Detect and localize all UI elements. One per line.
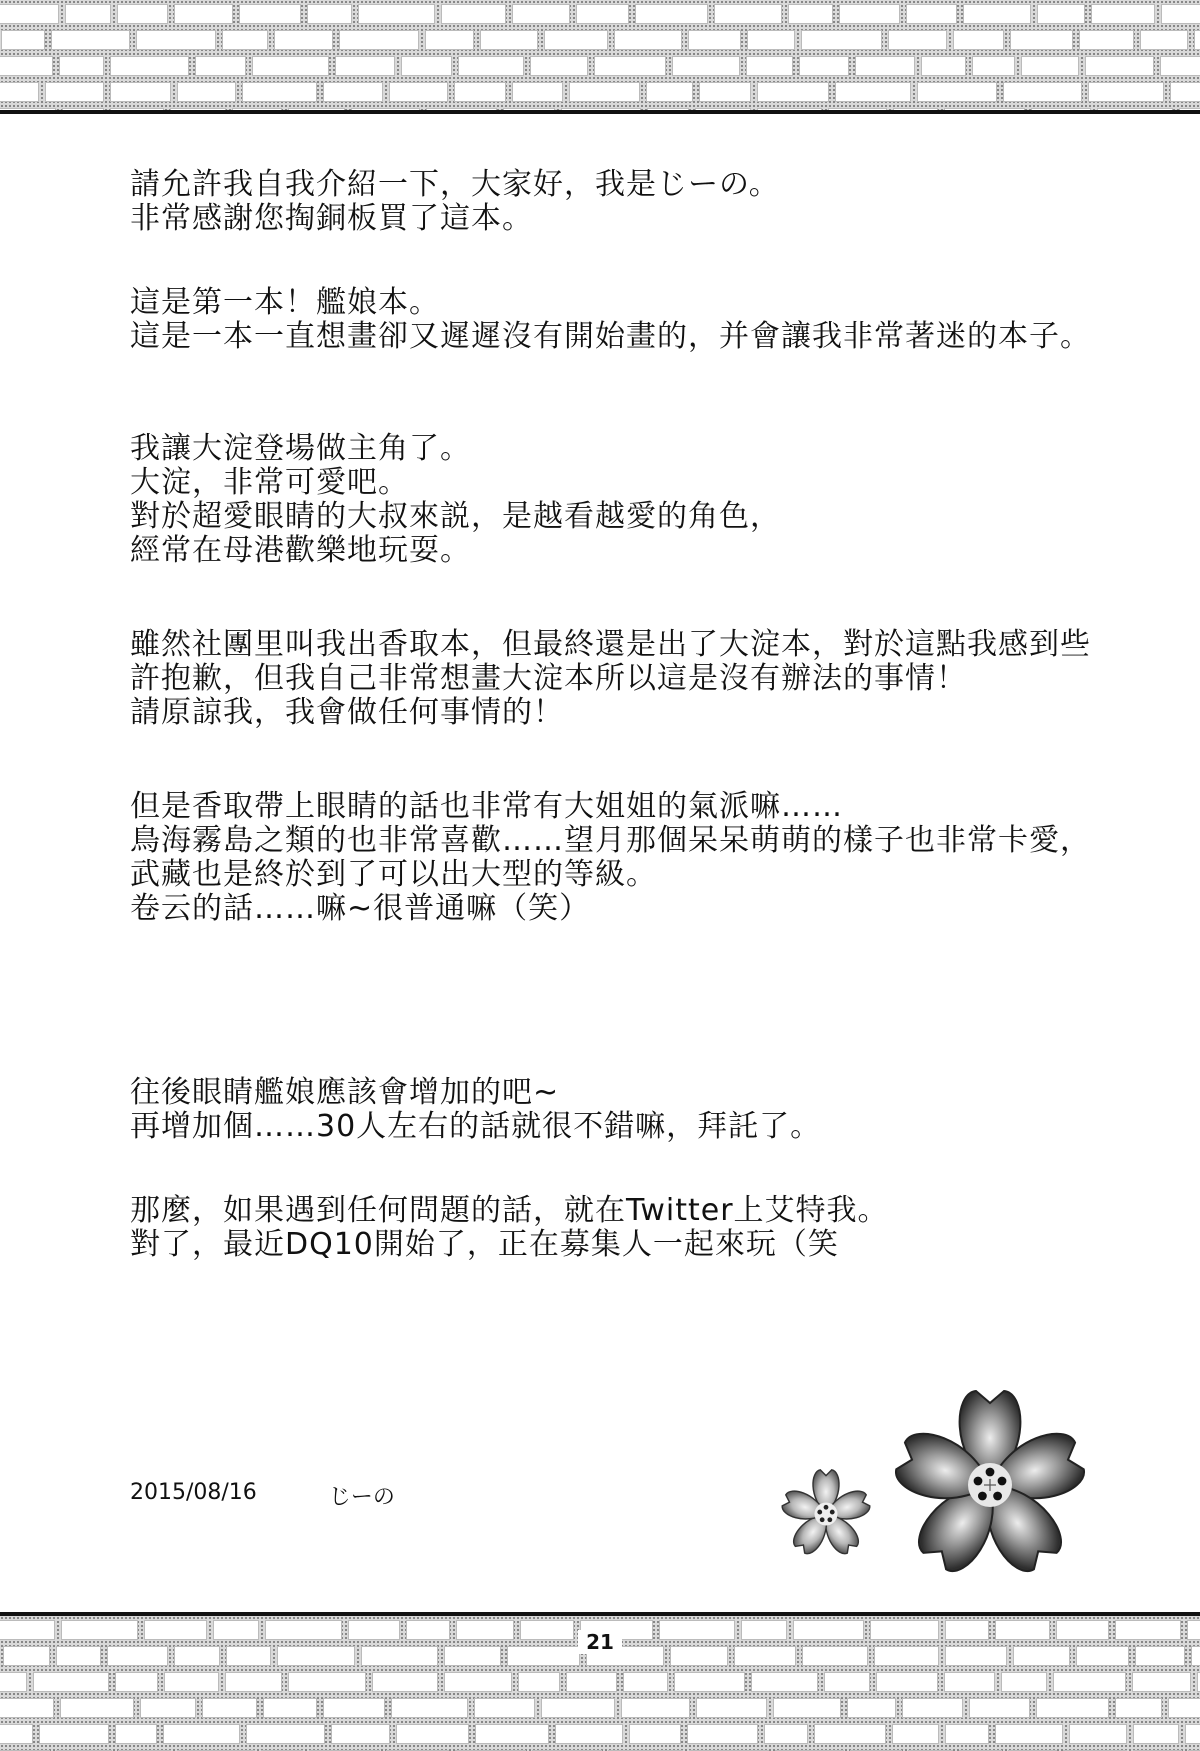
pattern-tile [623,1672,668,1692]
pattern-tile [902,1698,963,1718]
pattern-tile [746,56,793,76]
pattern-tile [339,30,419,50]
pattern-tile [163,1724,240,1744]
pattern-tile [814,1724,886,1744]
pattern-tile [747,30,795,50]
pattern-tile [1010,30,1073,50]
paragraph-future: 往後眼睛艦娘應該會增加的吧~ 再增加個……30人左右的話就很不錯嘛，拜託了。 [130,1075,822,1144]
pattern-tile [764,1724,808,1744]
pattern-tile [512,4,570,24]
cherry-blossom-large-icon [890,1385,1090,1585]
pattern-tile [892,1724,939,1744]
pattern-tile [1194,30,1200,50]
pattern-tile [117,4,168,24]
signature-author: じーの [328,1485,395,1510]
pattern-tile [59,56,104,76]
pattern-tile [0,1672,27,1692]
pattern-tile [614,30,682,50]
pattern-tile [687,1724,758,1744]
pattern-tile [1161,4,1200,24]
pattern-tile [555,1724,623,1744]
paragraph-intro: 請允許我自我介紹一下，大家好，我是じーの。 非常感謝您掏銅板買了這本。 [130,167,780,236]
pattern-tile [323,1698,385,1718]
pattern-tile [1036,1698,1109,1718]
pattern-tile [1185,1724,1200,1744]
pattern-tile [0,1698,54,1718]
paragraph-ooyodo: 我讓大淀登場做主角了。 大淀，非常可愛吧。 對於超愛眼睛的大叔來説，是越看越愛的角色， 經常在母港歡樂地玩耍。 [130,431,781,568]
pattern-tile [401,56,452,76]
pattern-tile [391,1698,468,1718]
paragraph-characters: 但是香取帶上眼睛的話也非常有大姐姐的氣派嘛…… 鳥海霧島之類的也非常喜歡……望月那個呆呆萌萌的樣子也非常卡愛， 武藏也是終於到了可以出大型的等級。 卷云的話……嘛~很普通嘛（笑） [130,789,1091,926]
pattern-tile [1003,82,1082,102]
pattern-tile [1079,30,1134,50]
pattern-tile [1140,30,1188,50]
pattern-tile [0,56,53,76]
pattern-tile [541,1698,615,1718]
pattern-tile [1160,56,1200,76]
paragraph-contact: 那麼，如果遇到任何問題的話，就在Twitter上艾特我。 對了，最近DQ10開始了，正在募集人一起來玩（笑 [130,1193,889,1262]
pattern-tile [629,1724,681,1744]
pattern-tile [518,1672,560,1692]
pattern-tile [1021,56,1079,76]
pattern-tile [335,56,395,76]
pattern-tile [115,1672,158,1692]
pattern-tile [969,1698,1030,1718]
pattern-tile [569,82,640,102]
pattern-tile [177,82,236,102]
pattern-tile [646,82,693,102]
pattern-tile [202,1698,257,1718]
pattern-tile [876,1672,938,1692]
pattern-tile [331,1724,390,1744]
pattern-tile [544,30,608,50]
pattern-tile [225,1672,282,1692]
pattern-tile [0,1724,33,1744]
pattern-tile [164,1672,219,1692]
pattern-tile [530,56,588,76]
pattern-tile [480,30,538,50]
pattern-tile [475,1724,549,1744]
pattern-tile [566,1672,617,1692]
pattern-tile [855,56,915,76]
pattern-tile [444,1672,512,1692]
pattern-tile [1115,1698,1162,1718]
pattern-tile [576,4,629,24]
pattern-tile [824,1672,870,1692]
pattern-tile [1,30,45,50]
pattern-tile [140,1698,196,1718]
pattern-tile [1069,1724,1127,1744]
pattern-tile [921,56,966,76]
pattern-tile [358,4,435,24]
pattern-tile [1091,4,1155,24]
pattern-tile [945,1724,989,1744]
pattern-tile [672,56,740,76]
page-number [0,1630,1200,1654]
pattern-tile [906,4,957,24]
paragraph-apology: 雖然社團里叫我出香取本，但最終還是出了大淀本，對於這點我感到些 許抱歉，但我自己非常想畫大淀本所以這是沒有辦法的事情！ 請原諒我，我會做任何事情的！ [130,627,1091,730]
pattern-tile [688,30,741,50]
pattern-tile [115,1724,157,1744]
pattern-tile [274,30,333,50]
pattern-tile [246,1724,325,1744]
pattern-tile [621,1698,690,1718]
pattern-tile [110,82,171,102]
pattern-tile [239,4,301,24]
pattern-tile [799,56,849,76]
pattern-tile [963,4,1031,24]
pattern-tile [174,4,233,24]
signature [130,1480,395,1511]
pattern-tile [847,1698,896,1718]
pattern-tile [454,82,506,102]
pattern-tile [512,82,563,102]
pattern-tile [242,82,317,102]
pattern-tile [1168,1698,1200,1718]
pattern-tile [1133,1724,1179,1744]
pattern-tile [307,4,352,24]
pattern-tile [757,82,829,102]
pattern-tile [944,1672,995,1692]
pattern-tile [835,82,911,102]
top-rule [0,110,1200,114]
pattern-tile [1037,4,1085,24]
pattern-tile [51,30,130,50]
pattern-tile [714,4,782,24]
pattern-tile [674,1672,745,1692]
pattern-tile [0,82,39,102]
pattern-tile [635,4,708,24]
pattern-tile [699,82,751,102]
pattern-tile [788,4,833,24]
signature-date: 2015/08/16 [130,1480,257,1505]
page-number-label: 21 [578,1630,622,1654]
pattern-tile [222,30,268,50]
pattern-tile [839,4,900,24]
pattern-tile [60,1698,134,1718]
top-border-pattern [0,0,1200,110]
paragraph-first-book: 這是第一本！艦娘本。 這是一本一直想畫卻又遲遲沒有開始畫的，并會讓我非常著迷的本子。 [130,285,1091,354]
pattern-tile [372,1672,438,1692]
afterword-text [130,168,1130,1262]
pattern-tile [33,1672,109,1692]
pattern-tile [801,30,882,50]
top-tiles [0,0,1200,110]
pattern-tile [953,30,1004,50]
pattern-tile [195,56,246,76]
pattern-tile [1088,82,1164,102]
pattern-tile [458,56,524,76]
pattern-tile [252,56,329,76]
pattern-tile [0,4,59,24]
pattern-tile [773,1698,841,1718]
pattern-tile [396,1724,469,1744]
pattern-tile [888,30,947,50]
pattern-tile [65,4,111,24]
pattern-tile [1085,56,1154,76]
pattern-tile [1001,1672,1047,1692]
pattern-tile [323,82,383,102]
pattern-tile [1132,1672,1191,1692]
pattern-tile [441,4,506,24]
pattern-tile [45,82,104,102]
pattern-tile [917,82,997,102]
pattern-tile [751,1672,818,1692]
pattern-tile [1170,82,1200,102]
pattern-tile [110,56,189,76]
pattern-tile [389,82,448,102]
pattern-tile [972,56,1015,76]
pattern-tile [696,1698,767,1718]
pattern-tile [39,1724,109,1744]
pattern-tile [594,56,666,76]
pattern-tile [136,30,216,50]
pattern-tile [474,1698,535,1718]
cherry-blossom-small-icon [778,1466,874,1562]
pattern-tile [425,30,474,50]
pattern-tile [288,1672,366,1692]
pattern-tile [995,1724,1063,1744]
pattern-tile [263,1698,317,1718]
pattern-tile [1053,1672,1126,1692]
